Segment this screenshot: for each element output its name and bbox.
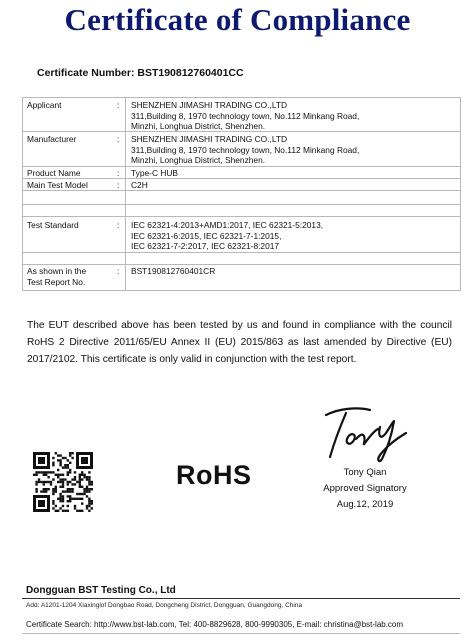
qr-module [45, 471, 47, 473]
qr-module [86, 486, 88, 488]
qr-module [81, 498, 83, 500]
qr-module [62, 500, 64, 502]
qr-module [62, 490, 64, 492]
qr-module [88, 471, 90, 473]
colon: : [117, 100, 120, 110]
manufacturer-line: 311,Building 8, 1970 technology town, No.112 Minkang Road, [131, 144, 360, 155]
qr-module [50, 481, 52, 483]
main-test-model-value: C2H [131, 180, 148, 190]
qr-module [83, 476, 85, 478]
qr-module [35, 483, 37, 485]
qr-code-image [32, 451, 94, 513]
qr-module [59, 507, 61, 509]
test-standard-line: IEC 62321-4:2013+AMD1:2017, IEC 62321-5:2013, [131, 220, 324, 230]
footer-bottom-rule [22, 633, 460, 634]
qr-module [45, 481, 47, 483]
qr-module [59, 481, 61, 483]
qr-module [76, 510, 78, 512]
qr-module [55, 505, 57, 507]
compliance-statement [27, 317, 452, 369]
qr-module [59, 493, 61, 495]
qr-module [69, 462, 71, 464]
qr-module [62, 483, 64, 485]
qr-module [67, 471, 69, 473]
applicant-line: Minzhi, Longhua District, Shenzhen. [131, 121, 266, 131]
qr-module [91, 507, 93, 509]
signatory-block [285, 465, 445, 513]
qr-module [76, 481, 78, 483]
qr-module [57, 498, 59, 500]
qr-module [81, 471, 83, 473]
qr-module [69, 481, 71, 483]
rohs-mark: RoHS [176, 460, 252, 490]
report-no-label: Test Report No. [27, 276, 86, 287]
qr-module [52, 457, 54, 459]
qr-module [81, 486, 83, 488]
qr-module [79, 478, 81, 480]
qr-module [59, 498, 61, 500]
table-divider [22, 204, 460, 205]
table-border-left [22, 97, 23, 291]
qr-module [59, 464, 61, 466]
qr-module [67, 505, 69, 507]
qr-module [59, 478, 61, 480]
qr-module [67, 483, 69, 485]
qr-module [91, 481, 93, 483]
qr-module [67, 500, 69, 502]
qr-module [55, 488, 57, 490]
qr-module [79, 510, 81, 512]
qr-module [57, 454, 59, 456]
qr-module [86, 495, 88, 497]
product-name-value: Type-C HUB [131, 168, 179, 178]
qr-module [69, 490, 71, 492]
footer-divider [22, 598, 460, 599]
qr-module [81, 493, 83, 495]
qr-module [88, 510, 90, 512]
qr-module [62, 474, 64, 476]
signatory-name: Tony Qian [343, 467, 387, 478]
qr-module [74, 483, 76, 485]
main-test-model-label: Main Test Model [27, 180, 88, 190]
footer-company: Dongguan BST Testing Co., Ltd [26, 585, 176, 596]
test-standard-line: IEC 62321-7-2:2017, IEC 62321-8:2017 [131, 241, 280, 251]
qr-module [57, 469, 59, 471]
qr-module [62, 457, 64, 459]
table-divider [22, 216, 460, 217]
qr-module [88, 476, 90, 478]
qr-module [57, 459, 59, 461]
test-standard-label: Test Standard [27, 220, 79, 230]
signature-image [318, 403, 413, 463]
certificate-number: Certificate Number: BST190812760401CC [37, 67, 244, 79]
qr-module [83, 490, 85, 492]
qr-module [35, 474, 37, 476]
qr-module [62, 495, 64, 497]
qr-module [67, 510, 69, 512]
qr-module [69, 471, 71, 473]
qr-module [81, 478, 83, 480]
qr-module [43, 481, 45, 483]
table-divider [22, 178, 460, 179]
qr-module [35, 488, 37, 490]
qr-module [64, 464, 66, 466]
qr-module [43, 474, 45, 476]
product-name-label: Product Name [27, 168, 81, 178]
qr-module [64, 466, 66, 468]
signatory-role: Approved Signatory [323, 483, 407, 494]
qr-module [74, 498, 76, 500]
test-standard-line: IEC 62321-6:2015, IEC 62321-7-1:2015, [131, 230, 282, 241]
qr-module [88, 490, 90, 492]
qr-module [69, 495, 71, 497]
qr-module [71, 457, 73, 459]
qr-module [86, 476, 88, 478]
qr-module [62, 486, 64, 488]
qr-module [91, 483, 93, 485]
qr-module [88, 478, 90, 480]
qr-module [55, 490, 57, 492]
qr-module [52, 488, 54, 490]
manufacturer-line: SHENZHEN JIMASHI TRADING CO.,LTD [131, 134, 288, 144]
qr-module [57, 510, 59, 512]
qr-module [74, 507, 76, 509]
qr-module [79, 493, 81, 495]
qr-module [52, 478, 54, 480]
manufacturer-label: Manufacturer [27, 134, 77, 144]
footer-address: Add: A1201-1204 Xiaxinglof Dongbao Road, Dongcheng District, Dongguan, Guangdong, China [26, 602, 303, 609]
applicant-line: 311,Building 8, 1970 technology town, No.112 Minkang Road, [131, 110, 360, 121]
qr-module [88, 488, 90, 490]
qr-module [40, 471, 42, 473]
qr-module [79, 474, 81, 476]
qr-module [52, 490, 54, 492]
qr-module [43, 471, 45, 473]
signature-date: Aug.12, 2019 [336, 499, 394, 510]
qr-module [74, 478, 76, 480]
qr-module [67, 495, 69, 497]
qr-module [86, 490, 88, 492]
qr-module [40, 481, 42, 483]
qr-module [52, 471, 54, 473]
qr-module [67, 490, 69, 492]
qr-module [38, 481, 40, 483]
qr-module [64, 457, 66, 459]
qr-module [35, 481, 37, 483]
qr-module [79, 483, 81, 485]
qr-module [71, 478, 73, 480]
qr-module [88, 500, 90, 502]
qr-module [57, 474, 59, 476]
qr-module [45, 490, 47, 492]
qr-module [35, 490, 37, 492]
report-no-label: As shown in the [27, 266, 87, 276]
qr-module [81, 474, 83, 476]
qr-module [59, 462, 61, 464]
qr-module [81, 510, 83, 512]
qr-module [62, 481, 64, 483]
qr-module [59, 486, 61, 488]
qr-module [79, 498, 81, 500]
qr-module [62, 510, 64, 512]
footer-certificate-search: Certificate Search: http://www.bst-lab.com, Tel: 400-8829628, 800-9990305, E-mail: christina@bst-lab.com [26, 620, 404, 629]
qr-module [88, 502, 90, 504]
qr-module [69, 452, 71, 454]
qr-module [38, 471, 40, 473]
qr-module [43, 488, 45, 490]
qr-module [47, 471, 49, 473]
qr-module [55, 452, 57, 454]
qr-module [62, 498, 64, 500]
qr-module [47, 476, 49, 478]
qr-module [69, 498, 71, 500]
certificate-title: Certificate of Compliance [64, 2, 411, 37]
qr-module [52, 462, 54, 464]
qr-module [67, 488, 69, 490]
qr-module [33, 474, 35, 476]
qr-module [91, 502, 93, 504]
qr-module [50, 483, 52, 485]
qr-module [45, 474, 47, 476]
table-divider [22, 252, 460, 253]
qr-module [64, 478, 66, 480]
qr-module [81, 502, 83, 504]
qr-module [86, 505, 88, 507]
qr-module [74, 471, 76, 473]
qr-module [59, 474, 61, 476]
qr-module [57, 476, 59, 478]
qr-module [67, 474, 69, 476]
qr-module [67, 466, 69, 468]
colon: : [117, 180, 120, 190]
qr-module [45, 488, 47, 490]
qr-module [52, 493, 54, 495]
qr-module [86, 488, 88, 490]
qr-module [57, 481, 59, 483]
table-border-bottom [22, 290, 460, 291]
qr-module [59, 454, 61, 456]
colon: : [117, 134, 120, 144]
qr-module [55, 486, 57, 488]
qr-module [69, 500, 71, 502]
qr-module [83, 493, 85, 495]
statement-text: The EUT described above has been tested by us and found in compliance with the council RoHS 2 Directive 2011/65/EU Annex II (EU) 2015/863 as last amended by Directive (EU) 2017/2102. This certificate is only valid in conjunction with the test report. [27, 320, 452, 366]
qr-module [64, 510, 66, 512]
qr-module [71, 488, 73, 490]
qr-module [52, 507, 54, 509]
qr-module [71, 498, 73, 500]
qr-module [86, 478, 88, 480]
qr-module [55, 510, 57, 512]
qr-module [50, 471, 52, 473]
qr-module [47, 488, 49, 490]
qr-module [62, 505, 64, 507]
qr-module [83, 488, 85, 490]
manufacturer-line: Minzhi, Longhua District, Shenzhen. [131, 155, 266, 165]
qr-module [38, 478, 40, 480]
qr-module [88, 483, 90, 485]
qr-module [74, 505, 76, 507]
qr-module [71, 452, 73, 454]
colon: : [117, 168, 120, 178]
qr-module [59, 459, 61, 461]
qr-module [79, 486, 81, 488]
qr-module [91, 488, 93, 490]
qr-module [69, 469, 71, 471]
qr-module [59, 500, 61, 502]
applicant-line: SHENZHEN JIMASHI TRADING CO.,LTD [131, 100, 288, 110]
qr-module [76, 498, 78, 500]
qr-module [62, 478, 64, 480]
colon: : [117, 266, 120, 276]
qr-module [74, 476, 76, 478]
qr-module [67, 481, 69, 483]
qr-module [64, 490, 66, 492]
qr-module [88, 481, 90, 483]
table-column-divider [125, 97, 126, 291]
qr-module [79, 481, 81, 483]
qr-module [91, 500, 93, 502]
qr-module [35, 471, 37, 473]
qr-module [52, 502, 54, 504]
qr-module [71, 490, 73, 492]
qr-module [69, 488, 71, 490]
qr-module [88, 498, 90, 500]
qr-module [43, 483, 45, 485]
qr-module [76, 493, 78, 495]
table-border-top [22, 97, 460, 98]
qr-module [43, 490, 45, 492]
report-no-value: BST190812760401CR [131, 266, 216, 276]
table-divider [22, 166, 460, 167]
qr-module [86, 507, 88, 509]
qr-module [67, 464, 69, 466]
qr-module [67, 459, 69, 461]
qr-module [69, 454, 71, 456]
qr-module [59, 495, 61, 497]
applicant-label: Applicant [27, 100, 62, 110]
qr-module [83, 474, 85, 476]
qr-module [52, 500, 54, 502]
qr-module [88, 505, 90, 507]
qr-module [40, 490, 42, 492]
qr-module [55, 474, 57, 476]
qr-module [71, 483, 73, 485]
qr-module [79, 476, 81, 478]
qr-module [62, 466, 64, 468]
qr-module [47, 481, 49, 483]
qr-module [52, 464, 54, 466]
table-border-right [460, 97, 461, 291]
table-divider [22, 264, 460, 265]
colon: : [117, 220, 120, 230]
